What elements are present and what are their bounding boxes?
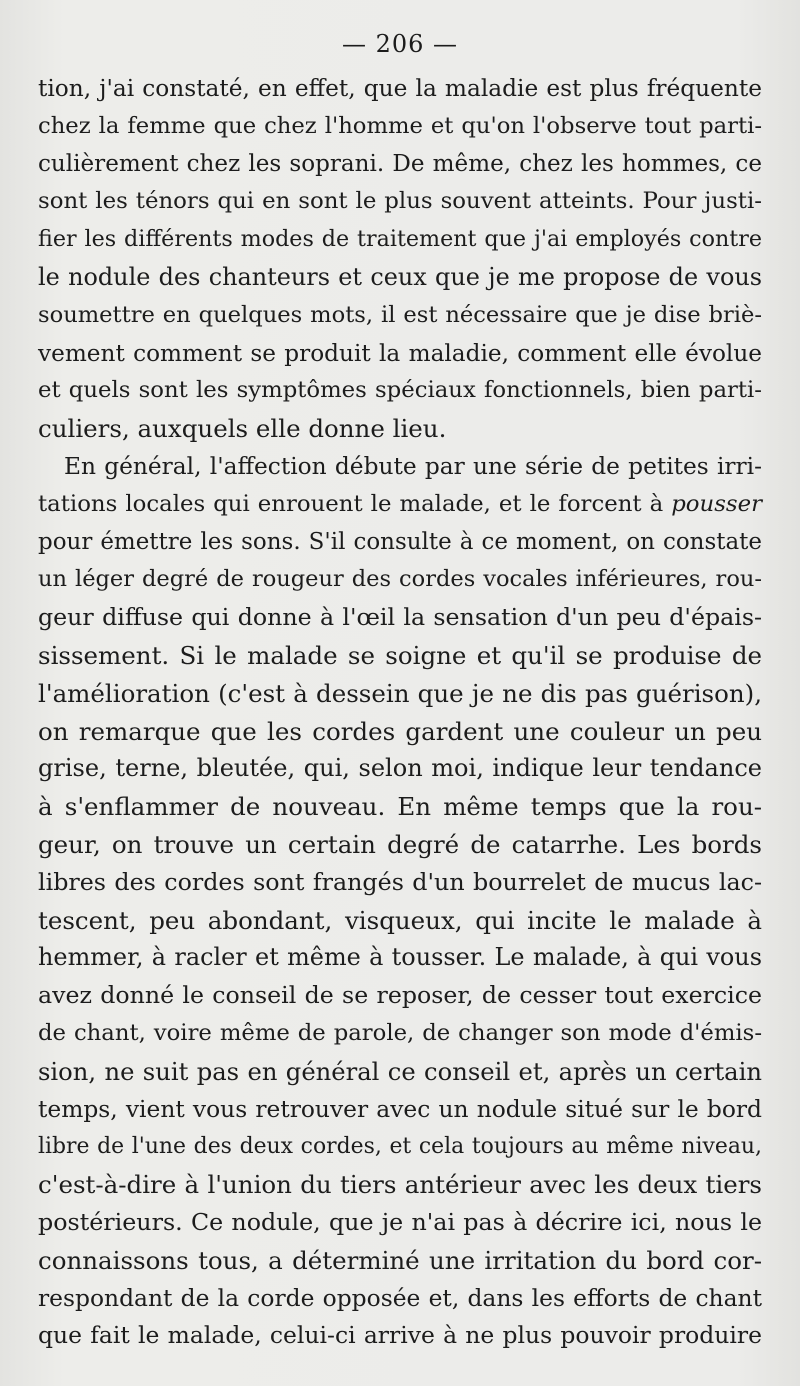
paragraph-end-line: culiers, auxquels elle donne lieu.	[38, 414, 447, 444]
text-line: c'est-à-dire à l'union du tiers antérieur avec les deux tiers	[38, 1170, 762, 1200]
text-line: tescent, peu abondant, visqueux, qui incite le malade à	[38, 905, 762, 935]
text-line: sion, ne suit pas en général ce conseil et, après un certain	[38, 1056, 762, 1086]
text-line: on remarque que les cordes gardent une couleur un peu	[38, 716, 762, 746]
page-number: — 206 —	[341, 30, 459, 58]
text-line: pour émettre les sons. S'il consulte à ce moment, on constate	[38, 528, 762, 555]
text-line: geur, on trouve un certain degré de catarrhe. Les bords	[38, 829, 762, 859]
text-line: soumettre en quelques mots, il est nécessaire que je dise briè-	[38, 301, 762, 328]
line-text: tations locales qui enrouent le malade, et le forcent à	[38, 490, 672, 517]
text-line: le nodule des chanteurs et ceux que je me propose de vous	[38, 262, 762, 291]
italic-word: pousser	[671, 490, 762, 517]
text-line: libre de l'une des deux cordes, et cela toujours au même niveau,	[38, 1134, 762, 1160]
text-line: vement comment se produit la maladie, comment elle évolue	[38, 339, 762, 367]
text-line: et quels sont les symptômes spéciaux fonctionnels, bien parti-	[38, 377, 762, 404]
text-line: connaissons tous, a déterminé une irritation du bord cor-	[38, 1245, 762, 1275]
body-text	[38, 70, 762, 1355]
text-line: chez la femme que chez l'homme et qu'on l'observe tout parti-	[38, 112, 762, 139]
text-line: que fait le malade, celui-ci arrive à ne plus pouvoir produire	[38, 1321, 762, 1350]
text-line: libres des cordes sont frangés d'un bourrelet de mucus lac-	[38, 867, 762, 896]
text-line	[38, 486, 762, 524]
text-line: de chant, voire même de parole, de changer son mode d'émis-	[38, 1019, 762, 1046]
text-line: à s'enflammer de nouveau. En même temps que la rou-	[38, 792, 762, 822]
paragraph-start-line: En général, l'affection débute par une série de petites irri-	[64, 452, 762, 480]
text-line: hemmer, à racler et même à tousser. Le malade, à qui vous	[38, 943, 762, 972]
text-line: grise, terne, bleutée, qui, selon moi, indique leur tendance	[38, 754, 762, 783]
text-line: respondant de la corde opposée et, dans les efforts de chant	[38, 1283, 762, 1312]
text-line: temps, vient vous retrouver avec un nodule situé sur le bord	[38, 1094, 762, 1123]
text-line: l'amélioration (c'est à dessein que je ne dis pas guérison),	[38, 678, 762, 708]
text-line: sont les ténors qui en sont le plus souvent atteints. Pour justi-	[38, 188, 762, 215]
text-line: culièrement chez les soprani. De même, chez les hommes, ce	[38, 150, 762, 177]
text-line: postérieurs. Ce nodule, que je n'ai pas à décrire ici, nous le	[38, 1207, 762, 1236]
text-line: avez donné le conseil de se reposer, de cesser tout exercice	[38, 981, 762, 1010]
text-line: tion, j'ai constaté, en effet, que la maladie est plus fréquente	[38, 75, 762, 102]
text-line: sissement. Si le malade se soigne et qu'il se produise de	[38, 640, 762, 670]
text-line: geur diffuse qui donne à l'œil la sensation d'un peu d'épais-	[38, 603, 762, 632]
text-line: fier les différents modes de traitement que j'ai employés contre	[38, 226, 762, 253]
text-line: un léger degré de rougeur des cordes vocales inférieures, rou-	[38, 566, 762, 593]
